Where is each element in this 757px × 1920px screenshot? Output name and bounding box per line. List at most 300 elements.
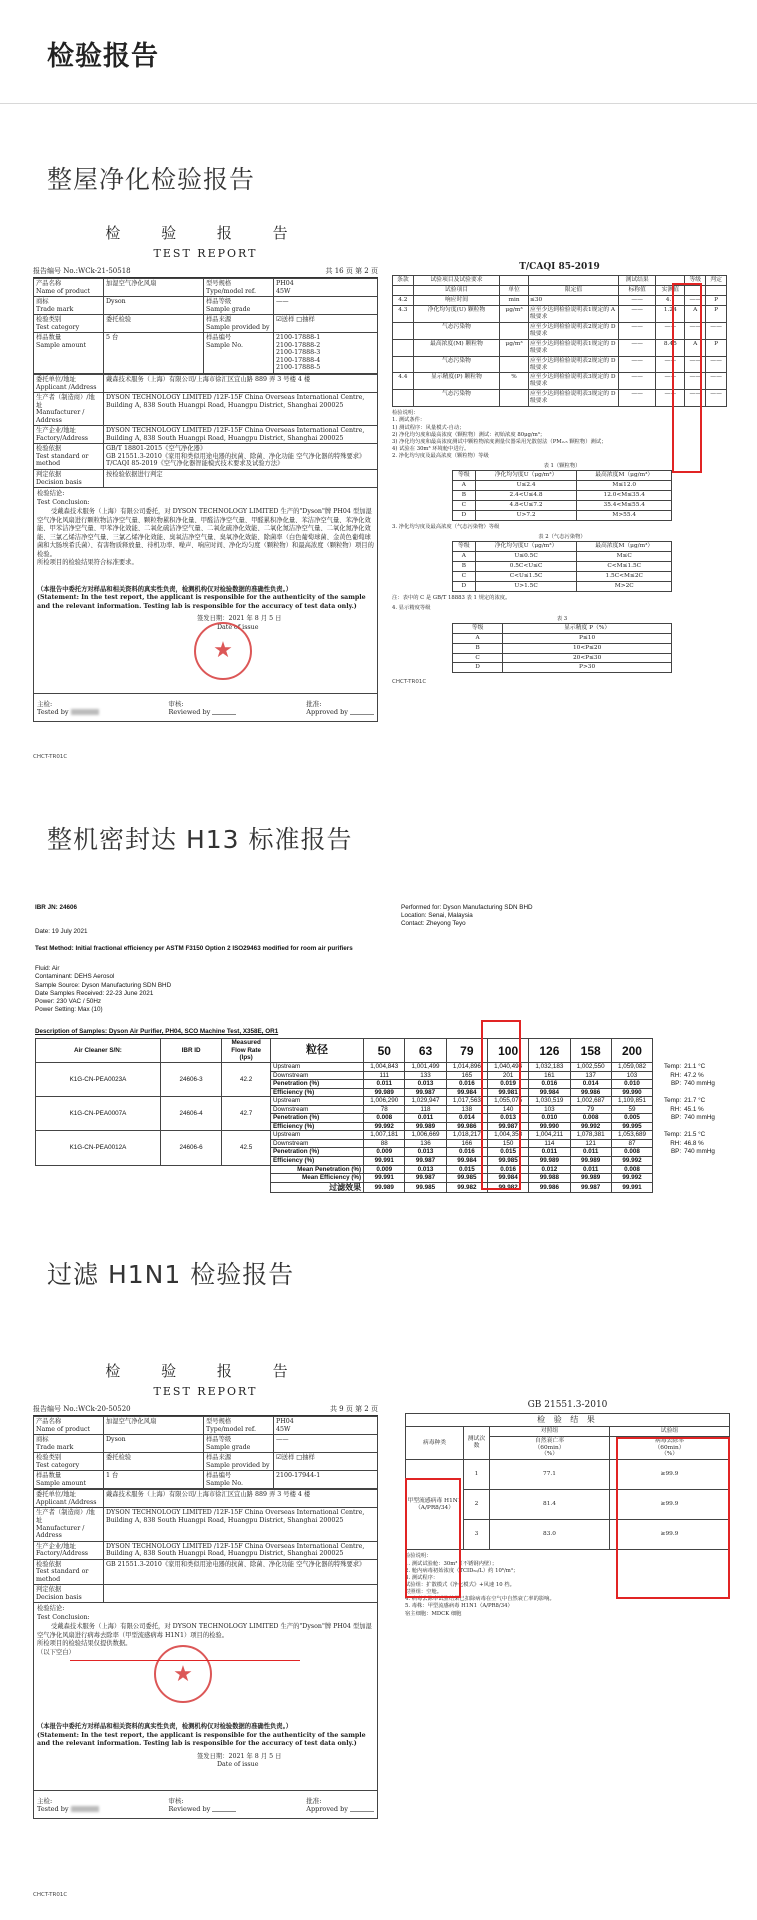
field-value: DYSON TECHNOLOGY LIMITED /12F-15F China Overseas International Centre, Building A, 838 South Huangpi Road, Huangpu District, Shanghai 200025 [104,1508,378,1541]
measure-value: 0.013 [487,1114,528,1123]
report-meta [33,1404,378,1416]
page-header [0,0,757,104]
header-cell: 条款 [393,276,414,286]
measure-value: 1,018,217 [446,1131,487,1140]
header-cell: 单位 [500,285,529,295]
measure-value: 0.010 [611,1080,652,1089]
samples-received: Date Samples Received: 22-23 June 2021 [35,989,154,997]
info-row [34,333,378,374]
result-cell [500,322,529,339]
field-value: 戴森技术服务（上海）有限公司/上海市徐汇区宜山路 889 弄 3 号楼 4 楼 [104,375,378,393]
measure-value: 166 [446,1139,487,1148]
field-label: 生产企业/地址 Factory/Address [34,426,104,444]
field-label: 检验类别 Test category [34,1453,104,1471]
report-info-table [33,1416,378,1489]
measure-value: 1,053,689 [611,1131,652,1140]
field-label: 判定依据 Decision basis [34,470,104,488]
results-notes: 检验说明： 1. 测试试验舱：30m³（不锈钢内壁）； 2. 舱内病毒初始浓度（TCID₅₀/L）约 10⁶/m³； 3. 测试程序： 试验组：扩散模式《净化模式》+风速 10 档。 对照组：空舱。 4. 病毒去除率试验结果已扣除病毒在空气中自然衰亡率的影响。 5. 毒株：甲型流感病毒 H1N1（A/PR8/34） 宿主细胞：MDCK 细胞 [405,1553,555,1617]
measure-value: 99.990 [529,1122,570,1131]
virus-name: 甲型流感病毒 H1N1（A/PR8/34） [406,1460,464,1550]
field-label: 产品名称 Name of product [34,279,104,297]
result-cell: —— [618,390,655,407]
result-row [393,390,727,407]
result-cell: 应至少达到检验说明表1规定的 A 级要求 [528,305,618,322]
result-cell: —— [618,322,655,339]
header-cell [528,276,618,286]
measure-value: 0.011 [529,1148,570,1157]
measure-value: 99.984 [529,1088,570,1097]
grade-cell: A [453,633,503,643]
sample-flow: 42.2 [222,1063,271,1097]
mean-efficiency-value: 99.989 [570,1174,611,1183]
result-cell: —— [706,390,727,407]
report-address-table [33,374,378,488]
col-flow: Measured Flow Rate (lps) [222,1039,271,1063]
result-cell: —— [656,356,685,373]
measure-label: Penetration (%) [270,1080,363,1089]
results-title: 检 验 结 果 [406,1414,730,1427]
test-number: 2 [464,1490,490,1520]
result-cell: —— [706,322,727,339]
field-label: 委托单位/地址 Applicant /Address [34,1490,104,1508]
measure-value: 99.981 [487,1088,528,1097]
grade-table-3-wrap: 表 3 等级 显示精度 P（%） A P≤10 B 10<P≤20 C 20<P≤30 D P>30 [452,616,672,674]
field-value: PH04 45W [274,1417,378,1435]
measure-value: 0.008 [570,1114,611,1123]
field-label: 产品名称 Name of product [34,1417,104,1435]
size-63: 63 [405,1039,446,1063]
grade-cell: U>7.2 [475,511,577,521]
col-ibr-id: IBR ID [160,1039,221,1063]
grade-cell: A [453,481,476,491]
ibr-jn: IBR JN: 24606 [35,904,77,911]
sample-ibr-id: 24606-6 [160,1131,221,1165]
measure-value: 99.992 [570,1122,611,1131]
measure-value: 1,059,082 [611,1063,652,1072]
filter-efficiency-label: 过滤效果 [270,1182,363,1193]
field-label: 检验依据 Test standard or method [34,444,104,470]
h13-efficiency-table [35,1038,723,1193]
section-title-h13-seal: 整机密封达 H13 标准报告 [47,825,353,854]
grade-cell: C [453,501,476,511]
approved-by: 批准: Approved by [306,1796,374,1818]
grade-cell: C [453,572,476,582]
sample-serial: K1G-CN-PEA0007A [36,1097,161,1131]
measure-value: 121 [570,1139,611,1148]
report-address-table [33,1489,378,1603]
result-cell: —— [706,373,727,390]
grade-row [453,663,672,673]
result-cell: —— [685,322,706,339]
env-value: 21.1 °C [684,1063,706,1071]
measure-value: 59 [611,1105,652,1114]
grade-row [453,511,672,521]
report-heading-cn: 检 验 报 告 [105,224,306,242]
header-cell: 实测值 [656,285,685,295]
test-number: 1 [464,1460,490,1490]
grade-header: 净化均匀度U（μg/m³） [475,542,577,552]
size-79: 79 [446,1039,487,1063]
report-signatures [33,694,378,722]
standard-title: T/CAQI 85-2019 [519,262,600,272]
field-label: 商标 Trade mark [34,297,104,315]
grade-cell: C<U≤1.5C [475,572,577,582]
report-meta [33,266,378,278]
filter-efficiency-value: 99.989 [364,1182,405,1193]
measure-value: 118 [405,1105,446,1114]
field-value [104,1585,378,1603]
measure-value: 99.985 [487,1157,528,1166]
efficiency-row [36,1063,723,1072]
official-seal-stamp: ★ [194,622,252,680]
result-cell: —— [656,390,685,407]
signature [350,1806,374,1812]
measure-value: 0.016 [446,1148,487,1157]
result-cell: 8.45 [656,339,685,356]
conclusion-label: 检验结论: Test Conclusion: [37,1605,90,1621]
measure-label: Efficiency (%) [270,1122,363,1131]
section-title-h1n1: 过滤 H1N1 检验报告 [47,1260,295,1289]
measure-value: 161 [529,1071,570,1080]
grade-cell: 4.8<U≤7.2 [475,501,577,511]
grade-row [453,552,672,562]
grade-header: 显示精度 P（%） [503,623,672,633]
result-cell: 应至少达到检验说明表1规定的 D 级要求 [528,339,618,356]
header-cell: 试验项目 [413,285,499,295]
field-value: —— [274,1435,378,1453]
field-value: DYSON TECHNOLOGY LIMITED /12F-15F China Overseas International Centre, Building A, 838 South Huangpi Road, Huangpu District, Shanghai 200025 [104,1541,378,1559]
measure-value: 103 [611,1071,652,1080]
info-row [34,1471,378,1489]
measure-value: 136 [405,1139,446,1148]
mean-efficiency-value: 99.988 [529,1174,570,1183]
field-value: 加湿空气净化风扇 [104,1417,204,1435]
address-row [34,1541,378,1559]
grade-header: 等级 [453,471,476,481]
result-cell: ≤30 [528,295,618,305]
table3-title: 4. 显示精度等级 [392,605,431,612]
report-results-1 [392,262,727,685]
result-cell: A [685,305,706,322]
report-heading-en: TEST REPORT [153,247,258,260]
contaminant: Contaminant: DEHS Aerosol [35,973,115,981]
grade-cell: P>30 [503,663,672,673]
env-value: 45.1 % [684,1105,704,1113]
filter-efficiency-value: 99.987 [570,1182,611,1193]
address-row [34,1490,378,1508]
result-cell: —— [618,305,655,322]
col-control: 对照组 [490,1426,610,1436]
performed-for: Performed for: Dyson Manufacturing SDN BHD [401,904,533,911]
measure-value: 99.991 [364,1157,405,1166]
grade-table-2 [452,541,672,592]
env-label: RH: [670,1071,682,1079]
field-value: 加湿空气净化风扇 [104,279,204,297]
blurred-signature [71,1806,99,1812]
env-label: Temp: [663,1131,682,1139]
result-cell: —— [685,295,706,305]
report-heading-cn: 检 验 报 告 [105,1362,306,1380]
field-label: 样品等级 Sample grade [204,1435,274,1453]
grade-cell: B [453,491,476,501]
env-value: 21.7 °C [684,1097,706,1105]
measure-value: 99.986 [570,1088,611,1097]
measure-value: 0.011 [570,1148,611,1157]
table2-note: 注：表中的 C 是 GB/T 18883 表 1 规定的浓度。 [392,595,511,602]
result-cell [500,356,529,373]
result-cell: 应至少达到检验说明表2规定的 D 级要求 [528,356,618,373]
size-200: 200 [611,1039,652,1063]
filter-efficiency-row [36,1182,723,1193]
measure-value: 133 [405,1071,446,1080]
result-cell [393,390,414,407]
result-cell: 响应时间 [413,295,499,305]
mean-penetration-value: 0.016 [487,1165,528,1174]
col-size: 粒径 [270,1039,363,1063]
measure-value: 0.016 [529,1080,570,1089]
result-cell: —— [685,373,706,390]
measure-value: 111 [364,1071,405,1080]
mean-efficiency-value: 99.992 [611,1174,652,1183]
result-cell: 净化均匀度(U) 颗粒物 [413,305,499,322]
size-126: 126 [529,1039,570,1063]
tested-by: 主检: Tested by [37,1796,99,1818]
env-value: 740 mmHg [684,1114,715,1122]
measure-value: 99.986 [446,1122,487,1131]
doc-id: CHCT-TR01C [33,1892,68,1898]
field-value: 1 台 [104,1471,204,1489]
grade-cell: U≤0.5C [475,552,577,562]
field-value: DYSON TECHNOLOGY LIMITED /12F-15F China Overseas International Centre, Building A, 838 South Huangpi Road, Huangpu District, Shanghai 200025 [104,426,378,444]
result-cell: —— [706,356,727,373]
field-value: Dyson [104,297,204,315]
measure-value: 1,002,687 [570,1097,611,1106]
grade-cell: P≤10 [503,633,672,643]
grade-row [453,582,672,592]
measure-value: 1,055,075 [487,1097,528,1106]
efficiency-row [36,1131,723,1140]
grade-header: 等级 [453,623,503,633]
mean-efficiency-value: 99.984 [487,1174,528,1183]
measure-value: 1,014,896 [446,1063,487,1072]
env-label: BP: [670,1148,682,1156]
address-row [34,375,378,393]
measure-value: 0.014 [570,1080,611,1089]
mean-penetration-value: 0.013 [405,1165,446,1174]
section-title-whole-house: 整屋净化检验报告 [47,165,256,194]
measure-value: 1,004,211 [529,1131,570,1140]
power-setting: Power Setting: Max (10) [35,1006,103,1014]
report-document-1 [33,222,378,760]
decay-rate: 77.1 [490,1460,610,1490]
field-value: —— [274,297,378,315]
result-row [393,305,727,322]
measure-value: 1,109,851 [611,1097,652,1106]
col-virus: 病毒种类 [406,1426,464,1460]
result-cell: —— [656,322,685,339]
result-cell: P [706,295,727,305]
result-row [393,339,727,356]
grade-cell: 35.4<M≤55.4 [577,501,672,511]
measure-label: Upstream [270,1063,363,1072]
measure-value: 0.009 [364,1148,405,1157]
grade-cell: 0.5C<U≤C [475,562,577,572]
report-document-3 [33,1360,378,1898]
doc-id: CHCT-TR01C [392,679,427,686]
result-cell [393,339,414,356]
col-test: 试验组 [610,1426,730,1436]
grade-table-3 [452,623,672,674]
result-cell: A [685,339,706,356]
measure-value: 114 [529,1139,570,1148]
test-conditions [35,965,735,1014]
measure-label: Upstream [270,1097,363,1106]
report-info-table [33,278,378,374]
field-value: Dyson [104,1435,204,1453]
field-label: 样品数量 Sample amount [34,333,104,374]
reviewed-by: 审核: Reviewed by [169,699,237,721]
field-value: 2100-17888-1 2100-17888-2 2100-17888-3 2100-17888-4 2100-17888-5 [274,333,378,374]
grade-header: 净化均匀度U（μg/m³） [475,471,577,481]
h13-header [35,904,735,944]
col-removal: 病毒去除率 （60min） （%） [610,1436,730,1460]
measure-value: 0.005 [611,1114,652,1123]
result-cell: 显示精度(P) 颗粒物 [413,373,499,390]
result-cell: —— [618,295,655,305]
address-row [34,426,378,444]
field-value: ☑送样 □抽样 [274,315,378,333]
grade-cell: 2.4<U≤4.8 [475,491,577,501]
header-cell: 试验项目及试验要求 [413,276,499,286]
result-cell: —— [685,356,706,373]
col-decay: 自然衰亡率 （60min） （%） [490,1436,610,1460]
report-number: 报告编号 No.:WCk-20-50520 [33,1405,131,1413]
field-label: 判定依据 Decision basis [34,1585,104,1603]
env-value: 47.2 % [684,1071,704,1079]
report-conclusion [33,488,378,694]
measure-value: 0.008 [364,1114,405,1123]
grade-header: 最高浓度M（μg/m³） [577,542,672,552]
col-times: 测试次数 [464,1426,490,1460]
reviewed-by: 审核: Reviewed by [169,1796,237,1818]
measure-value: 150 [487,1139,528,1148]
sign-date: 签发日期：2021 年 8 月 5 日 [197,1752,282,1760]
header-cell: 判定 [706,276,727,286]
measure-value: 1,032,183 [529,1063,570,1072]
result-cell: —— [618,339,655,356]
measure-value: 0.015 [487,1148,528,1157]
measure-value: 1,030,519 [529,1097,570,1106]
grade-cell: C<M≤1.5C [577,562,672,572]
measure-value: 0.011 [405,1114,446,1123]
env-value: 740 mmHg [684,1080,715,1088]
grade-row [453,653,672,663]
result-row [393,373,727,390]
info-row [34,279,378,297]
results-notes: 检验说明： 1. 测试条件： 1) 测试程序：风量模式-自动； 2) 净化均匀度和最高浓度（颗粒物）测试：初始浓度 80μg/m³； 3) 净化均匀度和最高浓度测试中颗粒物浓度测量仪器采用光散射法（PM₂.₅ 颗粒物）测试； 4) 试验在 30m³ 环境舱中进行。 2. 净化均匀度及最高浓度（颗粒物）等级 [392,410,607,460]
filter-efficiency-value: 99.982 [446,1182,487,1193]
result-cell: μg/m³ [500,339,529,356]
measure-value: 0.019 [487,1080,528,1089]
sample-ibr-id: 24606-4 [160,1097,221,1131]
measure-value: 1,017,563 [446,1097,487,1106]
efficiency-row [36,1097,723,1106]
field-label: 委托单位/地址 Applicant /Address [34,375,104,393]
results-table [392,275,727,407]
measure-value: 0.008 [611,1148,652,1157]
report-results-3 [405,1400,730,1618]
grade-table-2-wrap: 表 2（气态污染物） 等级 净化均匀度U（μg/m³） 最高浓度M（μg/m³） A U≤0.5C M≤C B 0.5C<U≤C C<M≤1.5C C C<U≤1.5C 1.5C<M≤2C D U>1.5C M>2C [452,534,672,592]
result-cell: P [706,339,727,356]
field-value: GB 21551.3-2010《家用和类似用途电器的抗菌、除菌、净化功能 空气净化器的特殊要求》 [104,1559,378,1585]
statement-en: (Statement: In the test report, the applicant is responsible for the authenticity of the sample and the relevant information. Testing lab is responsible for the accuracy of test data only.) [37,1731,366,1748]
grade-row [453,501,672,511]
measure-value: 1,029,947 [405,1097,446,1106]
measure-value: 0.016 [446,1080,487,1089]
result-cell: 应至少达到检验说明表2规定的 D 级要求 [528,322,618,339]
report-page: 共 16 页 第 2 页 [325,267,378,275]
doc-id: CHCT-TR01C [33,754,68,760]
info-row [34,1417,378,1435]
mean-efficiency-value: 99.985 [446,1174,487,1183]
sample-serial: K1G-CN-PEA0012A [36,1131,161,1165]
info-row [34,1435,378,1453]
measure-value: 99.984 [446,1088,487,1097]
report-page: 共 9 页 第 2 页 [329,1405,378,1413]
measure-value: 201 [487,1071,528,1080]
field-label: 商标 Trade mark [34,1435,104,1453]
measure-value: 99.989 [405,1122,446,1131]
mean-penetration-value: 0.009 [364,1165,405,1174]
result-cell: 应至少达到检验说明表3规定的 D 级要求 [528,390,618,407]
measure-value: 140 [487,1105,528,1114]
signature [350,709,374,715]
result-cell: 应至少达到检验说明表3规定的 D 级要求 [528,373,618,390]
grade-cell: M≤C [577,552,672,562]
measure-value: 138 [446,1105,487,1114]
measure-value: 1,006,669 [405,1131,446,1140]
field-label: 样品编号 Sample No. [204,333,274,374]
env-label: Temp: [663,1063,682,1071]
measure-value: 1,078,381 [570,1131,611,1140]
contact: Contact: Zheyong Teyo [401,920,466,927]
field-label: 样品来源 Sample provided by [204,315,274,333]
header-cell [685,285,706,295]
field-label: 样品等级 Sample grade [204,297,274,315]
header-cell: 标称值 [618,285,655,295]
field-value: 委托检验 [104,1453,204,1471]
address-row [34,1508,378,1541]
blurred-signature [71,709,99,715]
decay-rate: 81.4 [490,1490,610,1520]
report-date: Date: 19 July 2021 [35,928,88,935]
sample-source: Sample Source: Dyson Manufacturing SDN BHD [35,981,172,989]
grade-row [453,491,672,501]
filter-efficiency-value: 99.991 [611,1182,652,1193]
env-value: 740 mmHg [684,1148,715,1156]
mean-penetration-row [36,1165,723,1174]
fluid: Fluid: Air [35,965,60,973]
mean-penetration-value: 0.012 [529,1165,570,1174]
env-label: RH: [670,1139,682,1147]
measure-value: 78 [364,1105,405,1114]
measure-value: 99.984 [446,1157,487,1166]
test-method: Test Method: Initial fractional efficiency per ASTM F3150 Option 2 ISO29463 modified for room air purifiers [35,945,353,952]
result-cell [393,322,414,339]
field-label: 检验依据 Test standard or method [34,1559,104,1585]
col-sn: Air Cleaner S/N: [36,1039,161,1063]
grade-cell: C [453,653,503,663]
